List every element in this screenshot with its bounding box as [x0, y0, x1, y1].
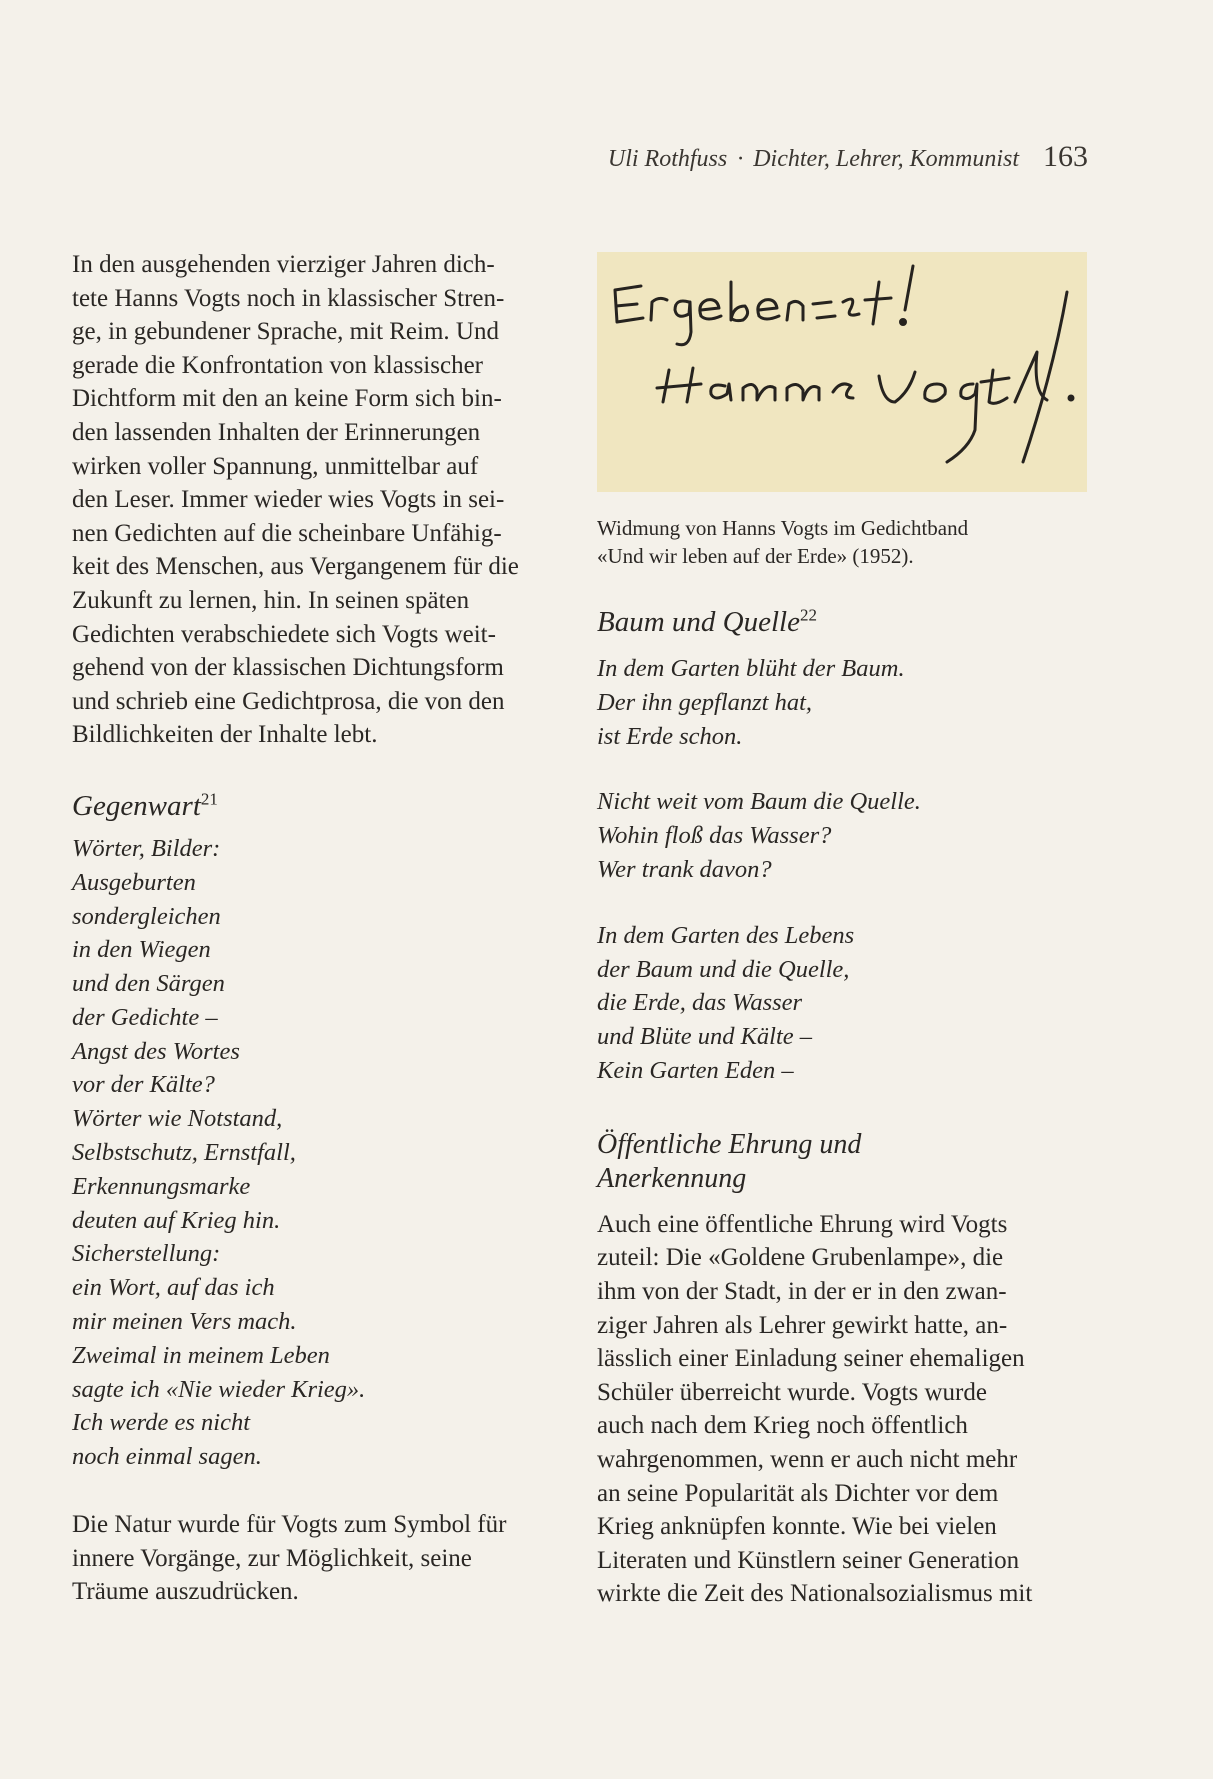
text-line: keit des Menschen, aus Vergangenem für die	[72, 553, 519, 581]
poem-line: Angst des Wortes	[72, 1037, 240, 1065]
poem-line: mir meinen Vers mach.	[72, 1308, 297, 1336]
poem-line: vor der Kälte?	[72, 1071, 215, 1099]
poem-line: Selbstschutz, Ernstfall,	[72, 1139, 296, 1167]
poem-line: Wohin floß das Wasser?	[597, 822, 832, 850]
poem-line: deuten auf Krieg hin.	[72, 1206, 281, 1234]
text-line: Zukunft zu lernen, hin. In seinen späten	[72, 586, 470, 614]
poem-line: Ausgeburten	[72, 868, 196, 896]
poem-line: Der ihn gepflanzt hat,	[597, 688, 813, 716]
text-line: und schrieb eine Gedichtprosa, die von den	[72, 687, 505, 715]
figure-caption	[597, 514, 1087, 570]
text-line: In den ausgehenden vierziger Jahren dich-	[72, 251, 495, 278]
poem-line: ein Wort, auf das ich	[72, 1274, 275, 1302]
poem-line: sondergleichen	[72, 902, 221, 930]
text-line: ihm von der Stadt, in der er in den zwan-	[597, 1277, 1007, 1305]
left-column	[72, 248, 562, 1609]
poem-line: und den Särgen	[72, 970, 225, 998]
header-separator: ·	[737, 146, 744, 172]
poem-gegenwart	[72, 832, 562, 1474]
poem-line: noch einmal sagen.	[72, 1443, 262, 1471]
poem-line: sagte ich «Nie wieder Krieg».	[72, 1375, 366, 1403]
text-line: Literaten und Künstlern seiner Generation	[597, 1546, 1020, 1574]
header-author: Uli Rothfuss	[607, 146, 728, 172]
intro-paragraph	[72, 248, 562, 752]
poem-line: der Gedichte –	[72, 1003, 218, 1031]
section-title: Öffentliche Ehrung und Anerkennung	[597, 1128, 862, 1194]
footnote-ref-21: 21	[200, 789, 218, 809]
poem-line: in den Wiegen	[72, 936, 211, 964]
poem-line: Kein Garten Eden –	[597, 1056, 794, 1084]
poem-line: und Blüte und Kälte –	[597, 1023, 813, 1051]
caption-line: Widmung von Hanns Vogts im Gedichtband	[597, 516, 969, 540]
dedication-image	[597, 252, 1087, 492]
poem-line: Wer trank davon?	[597, 855, 772, 883]
poem-line: Wörter wie Notstand,	[72, 1105, 283, 1133]
text-line: gerade die Konfrontation von klassischer	[72, 351, 483, 379]
text-line: tete Hanns Vogts noch in klassischer Stren-	[72, 284, 505, 312]
text-line: Dichtform mit den an keine Form sich bin-	[72, 385, 502, 413]
text-line: den Leser. Immer wieder wies Vogts in sei-	[72, 486, 505, 514]
text-line: Gedichten verabschiedete sich Vogts weit-	[72, 620, 496, 648]
text-line: gehend von der klassischen Dichtungsform	[72, 654, 504, 682]
text-line: nen Gedichten auf die scheinbare Unfähig-	[72, 519, 502, 547]
poem-line: Ich werde es nicht	[72, 1409, 251, 1437]
poem-baum-und-quelle	[597, 652, 1087, 1088]
poem-line: In dem Garten des Lebens	[597, 921, 855, 949]
text-line: Bildlichkeiten der Inhalte lebt.	[72, 721, 378, 749]
text-line: zuteil: Die «Goldene Grubenlampe», die	[597, 1244, 1004, 1272]
poem-line: In dem Garten blüht der Baum.	[597, 655, 905, 682]
poem-line: Zweimal in meinem Leben	[72, 1341, 330, 1369]
poem-line: Sicherstellung:	[72, 1240, 221, 1268]
text-line: ziger Jahren als Lehrer gewirkt hatte, an-	[597, 1311, 1008, 1339]
poem-title-baum-und-quelle: Baum und Quelle$^{22}$	[597, 605, 817, 638]
outro-paragraph	[72, 1508, 562, 1609]
poem-line: ist Erde schon.	[597, 722, 743, 750]
poem-line: der Baum und die Quelle,	[597, 955, 850, 983]
text-line: Die Natur wurde für Vogts zum Symbol für	[72, 1511, 507, 1539]
poem-line: Nicht weit vom Baum die Quelle.	[597, 788, 921, 816]
poem-line: die Erde, das Wasser	[597, 989, 803, 1017]
text-line: ge, in gebundener Sprache, mit Reim. Und	[72, 318, 499, 346]
text-line: Schüler überreicht wurde. Vogts wurde	[597, 1378, 987, 1406]
caption-line: «Und wir leben auf der Erde» (1952).	[597, 544, 914, 568]
text-line: Krieg anknüpfen konnte. Wie bei vielen	[597, 1513, 997, 1541]
text-line: den lassenden Inhalten der Erinnerungen	[72, 418, 481, 446]
footnote-ref-22: 22	[799, 605, 817, 625]
poem-line: Wörter, Bilder:	[72, 834, 221, 862]
text-line: lässlich einer Einladung seiner ehemaligen	[597, 1345, 1025, 1373]
poem-title-gegenwart: Gegenwart$^{21}$	[72, 789, 218, 822]
text-line: wahrgenommen, wenn er auch nicht mehr	[597, 1445, 1018, 1473]
text-line: Träume auszudrücken.	[72, 1578, 299, 1606]
page-number: 163	[1043, 140, 1088, 173]
header-title: Dichter, Lehrer, Kommunist	[753, 146, 1019, 172]
poem-line: Erkennungsmarke	[72, 1172, 251, 1200]
text-line: an seine Popularität als Dichter vor dem	[597, 1479, 999, 1507]
text-line: auch nach dem Krieg noch öffentlich	[597, 1412, 968, 1440]
text-line: wirkte die Zeit des Nationalsozialismus mit	[597, 1580, 1033, 1608]
section-paragraph	[597, 1208, 1087, 1611]
text-line: Auch eine öffentliche Ehrung wird Vogts	[597, 1210, 1008, 1238]
text-line: wirken voller Spannung, unmittelbar auf	[72, 452, 479, 480]
running-head	[608, 140, 1088, 174]
right-column	[597, 248, 1087, 1611]
text-line: innere Vorgänge, zur Möglichkeit, seine	[72, 1544, 472, 1572]
handwritten-signature	[597, 252, 1087, 492]
